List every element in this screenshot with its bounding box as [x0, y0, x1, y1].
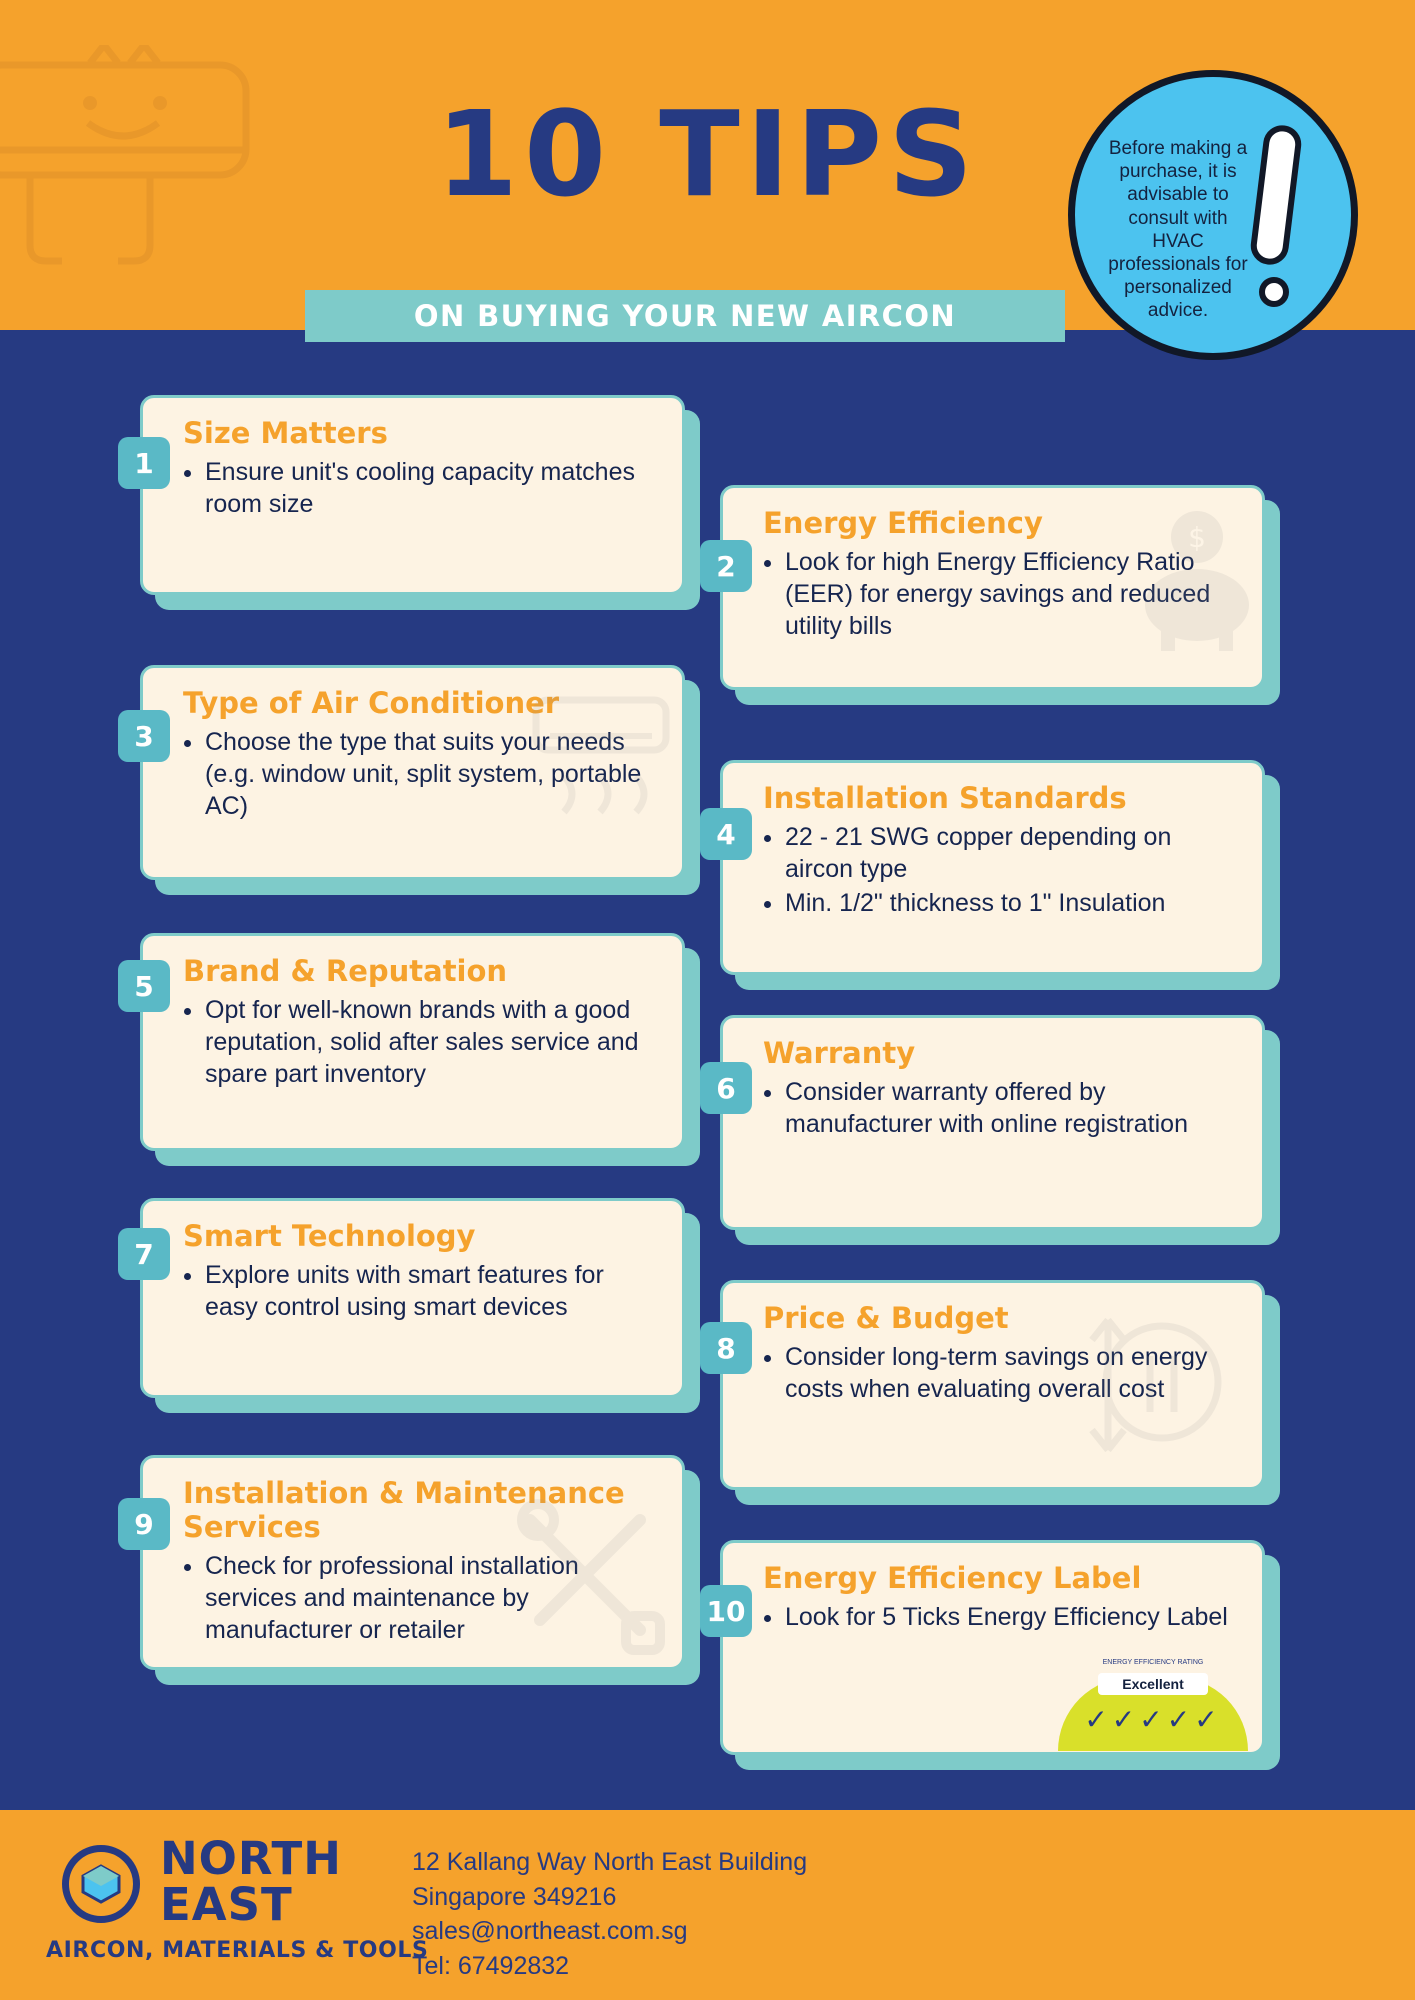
tip-number-badge: 8	[700, 1322, 752, 1374]
cube-icon	[79, 1862, 123, 1906]
tip-bullet: • Choose the type that suits your needs (e.g. window unit, split system, portable AC)	[205, 726, 656, 822]
tip-card-5	[140, 933, 685, 1151]
advice-badge-text: Before making a purchase, it is advisable to consult with HVAC professionals for personalized advice.	[1108, 138, 1248, 322]
tip-bullet: • Consider long-term savings on energy costs when evaluating overall cost	[785, 1341, 1236, 1405]
tip-bullets	[785, 1341, 1236, 1405]
tip-bullets	[205, 994, 656, 1090]
tip-title: Smart Technology	[183, 1219, 476, 1253]
tip-number-badge: 6	[700, 1062, 752, 1114]
logo-icon	[62, 1845, 140, 1923]
tip-bullets	[785, 1601, 1236, 1633]
energy-label-rating: Excellent	[1098, 1673, 1208, 1695]
phone-line[interactable]: Tel: 67492832	[412, 1951, 570, 1980]
tip-bullet: • Opt for well-known brands with a good reputation, solid after sales service and spare part inventory	[205, 994, 656, 1090]
tip-title: Size Matters	[183, 416, 388, 450]
energy-label-small-text: ENERGY EFFICIENCY RATING	[1102, 1659, 1204, 1666]
tip-bullets	[205, 726, 656, 822]
brand-tagline: AIRCON, MATERIALS & TOOLS	[46, 1938, 429, 1963]
tip-number-badge: 4	[700, 808, 752, 860]
tip-bullets	[785, 546, 1236, 642]
tip-card-7	[140, 1198, 685, 1398]
tip-card-3	[140, 665, 685, 880]
brand-name-line1: NORTH	[160, 1832, 342, 1885]
tip-title: Energy Efficiency Label	[763, 1561, 1142, 1595]
tip-title: Brand & Reputation	[183, 954, 508, 988]
email-line[interactable]: sales@northeast.com.sg	[412, 1917, 688, 1945]
subtitle-text: ON BUYING YOUR NEW AIRCON	[413, 299, 957, 333]
tip-bullet: • Min. 1/2" thickness to 1" Insulation	[785, 887, 1236, 919]
tip-bullet: • 22 - 21 SWG copper depending on aircon type	[785, 821, 1236, 885]
exclamation-dot-icon	[1259, 277, 1289, 307]
tip-card-8	[720, 1280, 1265, 1490]
tip-bullet: • Look for high Energy Efficiency Ratio (EER) for energy savings and reduced utility bills	[785, 546, 1236, 642]
tip-number-badge: 10	[700, 1585, 752, 1637]
tip-number-badge: 5	[118, 960, 170, 1012]
address-line: 12 Kallang Way North East Building	[412, 1848, 808, 1876]
tip-bullets	[785, 821, 1236, 919]
exclamation-icon	[1249, 123, 1304, 267]
subtitle-banner	[305, 290, 1065, 342]
tip-bullet: • Ensure unit's cooling capacity matches room size	[205, 456, 656, 520]
brand-name-line2: EAST	[160, 1878, 293, 1931]
tip-bullet: • Check for professional installation services and maintenance by manufacturer or retailer	[205, 1550, 656, 1646]
tip-number-badge: 1	[118, 437, 170, 489]
tip-card-4	[720, 760, 1265, 975]
tip-number-badge: 7	[118, 1228, 170, 1280]
tip-title: Installation & Maintenance Services	[183, 1476, 625, 1545]
tip-number-badge: 2	[700, 540, 752, 592]
tip-title: Type of Air Conditioner	[183, 686, 560, 720]
tip-bullets	[205, 456, 656, 520]
tip-card-1	[140, 395, 685, 595]
tip-bullet: • Explore units with smart features for easy control using smart devices	[205, 1259, 656, 1323]
tip-title: Installation Standards	[763, 781, 1127, 815]
tip-card-9	[140, 1455, 685, 1670]
tip-bullets	[785, 1076, 1236, 1140]
energy-label-graphic	[1058, 1655, 1248, 1750]
contact-block	[412, 1845, 807, 1983]
tip-bullet: • Look for 5 Ticks Energy Efficiency Label	[785, 1601, 1236, 1633]
page-title: 10 TIPS	[435, 85, 980, 223]
tip-number-badge: 3	[118, 710, 170, 762]
tip-number-badge: 9	[118, 1498, 170, 1550]
tip-title: Price & Budget	[763, 1301, 1009, 1335]
advice-badge	[1068, 70, 1358, 360]
tip-title: Warranty	[763, 1036, 916, 1070]
footer	[0, 1805, 1415, 2000]
energy-label-ticks: ✓✓✓✓✓	[1084, 1703, 1222, 1736]
footer-divider	[0, 1805, 1415, 1810]
tip-bullets	[205, 1259, 656, 1323]
tip-bullets	[205, 1550, 656, 1646]
tip-card-2	[720, 485, 1265, 690]
tip-bullet: • Consider warranty offered by manufacturer with online registration	[785, 1076, 1236, 1140]
address-line: Singapore 349216	[412, 1882, 617, 1911]
tip-title: Energy Efficiency	[763, 506, 1043, 540]
tip-card-6	[720, 1015, 1265, 1230]
